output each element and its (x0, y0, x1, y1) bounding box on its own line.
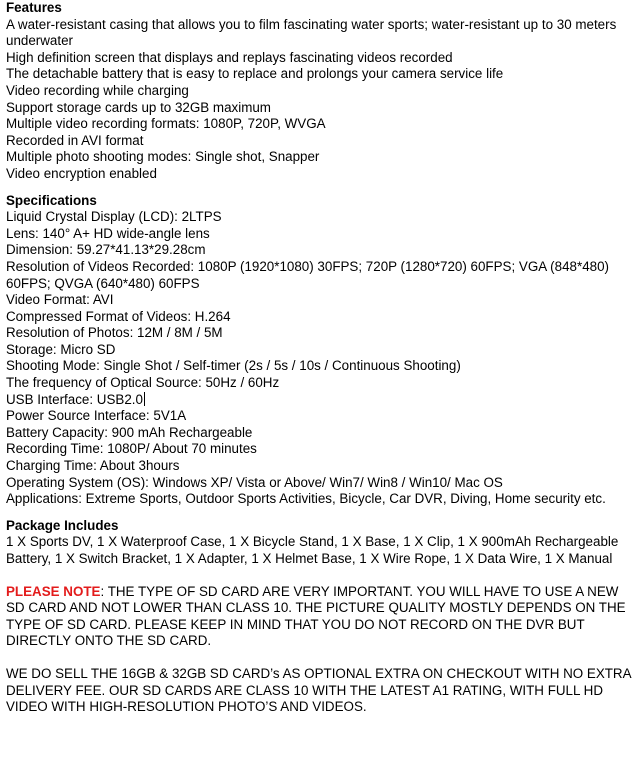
text-cursor (144, 392, 145, 406)
package-heading: Package Includes (6, 517, 119, 533)
note-paragraph (6, 584, 632, 650)
spec-item: Lens: 140° A+ HD wide-angle lens (6, 225, 210, 241)
feature-item: Multiple video recording formats: 1080P, 720P, WVGA (6, 116, 326, 132)
spec-item-usb (6, 392, 632, 409)
spec-item: Applications: Extreme Sports, Outdoor Sports Activities, Bicycle, Car DVR, Diving, Home security etc. (6, 491, 606, 507)
spec-item-text: USB Interface: USB2.0 (6, 391, 143, 407)
spec-item: Power Source Interface: 5V1A (6, 408, 187, 424)
feature-item: Recorded in AVI format (6, 132, 144, 148)
note-label: PLEASE NOTE (6, 583, 101, 599)
spacer (6, 650, 632, 666)
offer-paragraph: WE DO SELL THE 16GB & 32GB SD CARD’s AS OPTIONAL EXTRA ON CHECKOUT WITH NO EXTRA DELIVERY FEE. OUR SD CARDS ARE CLASS 10 WITH THE LATEST A1 RATING, WITH FULL HD VIDEO WITH HIGH-RESOLUTION PHOTO’S AND VIDEOS. (6, 665, 631, 715)
package-contents: 1 X Sports DV, 1 X Waterproof Case, 1 X Bicycle Stand, 1 X Base, 1 X Clip, 1 X 900mAh Rechargeable Battery, 1 X Switch Bracket, 1 X Adapter, 1 X Helmet Base, 1 X Wire Rope, 1 X Data Wire, 1 X Manual (6, 534, 619, 566)
spacer (6, 568, 632, 584)
features-heading: Features (6, 0, 62, 15)
feature-item: Video recording while charging (6, 82, 189, 98)
spec-item: Shooting Mode: Single Shot / Self-timer (2s / 5s / 10s / Continuous Shooting) (6, 358, 461, 374)
offer-section (6, 666, 632, 716)
spec-item: Resolution of Photos: 12M / 8M / 5M (6, 325, 223, 341)
spec-item: Video Format: AVI (6, 292, 114, 308)
specifications-heading: Specifications (6, 192, 97, 208)
spacer (6, 183, 632, 193)
note-text: : THE TYPE OF SD CARD ARE VERY IMPORTANT. YOU WILL HAVE TO USE A NEW SD CARD AND NOT LOWER THAN CLASS 10. THE PICTURE QUALITY MOSTLY DEPENDS ON THE TYPE OF SD CARD. PLEASE KEEP IN MIND THAT YOU DO NOT RECORD ON THE DVR BUT DIRECTLY ONTO THE SD CARD. (6, 583, 626, 649)
spacer (6, 508, 632, 518)
features-section (6, 0, 632, 183)
specifications-section (6, 193, 632, 508)
spec-item: The frequency of Optical Source: 50Hz / 60Hz (6, 375, 280, 391)
spec-item: Dimension: 59.27*41.13*29.28cm (6, 242, 206, 258)
spec-item: Charging Time: About 3hours (6, 458, 180, 474)
feature-item: A water-resistant casing that allows you to film fascinating water sports; water-resistant up to 30 meters underwater (6, 16, 617, 49)
feature-item: High definition screen that displays and replays fascinating videos recorded (6, 49, 453, 65)
package-section (6, 518, 632, 568)
spec-item: Battery Capacity: 900 mAh Rechargeable (6, 424, 253, 440)
spec-item: Storage: Micro SD (6, 341, 116, 357)
spec-item: Recording Time: 1080P/ About 70 minutes (6, 441, 257, 457)
feature-item: The detachable battery that is easy to replace and prolongs your camera service life (6, 66, 504, 82)
spec-item: Operating System (OS): Windows XP/ Vista or Above/ Win7/ Win8 / Win10/ Mac OS (6, 474, 503, 490)
note-section (6, 584, 632, 650)
feature-item: Video encryption enabled (6, 165, 157, 181)
spec-item: Liquid Crystal Display (LCD): 2LTPS (6, 209, 222, 225)
feature-item: Multiple photo shooting modes: Single shot, Snapper (6, 149, 320, 165)
feature-item: Support storage cards up to 32GB maximum (6, 99, 271, 115)
spec-item: Resolution of Videos Recorded: 1080P (1920*1080) 30FPS; 720P (1280*720) 60FPS; VGA (848*480) 60FPS; QVGA (640*480) 60FPS (6, 258, 609, 291)
spec-item: Compressed Format of Videos: H.264 (6, 308, 231, 324)
